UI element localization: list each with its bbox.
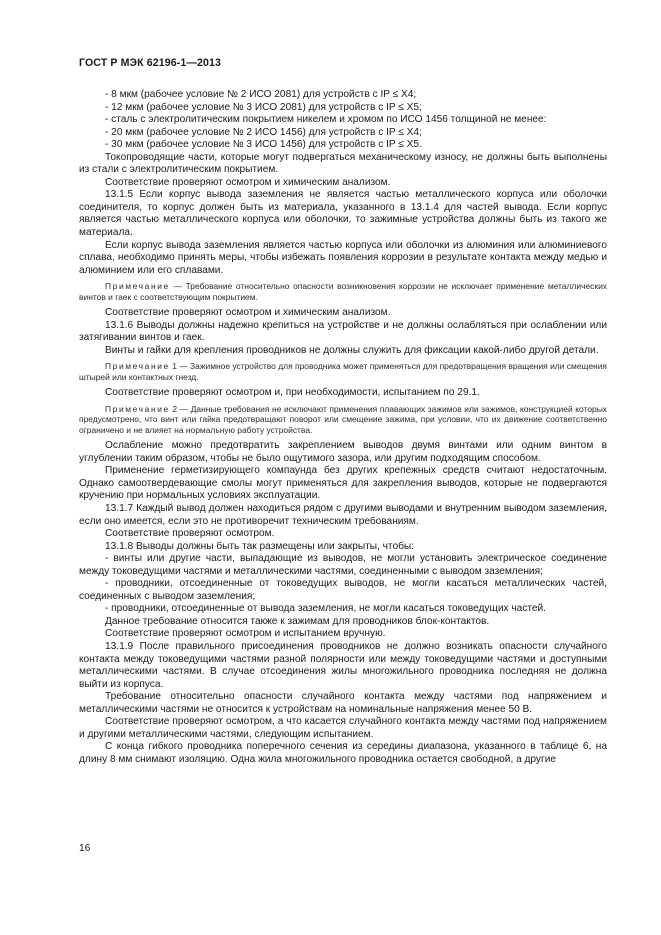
note — [79, 404, 607, 437]
paragraph: - винты или другие части, выпадающие из выводов, не могли установить электрическое соединение между токоведущими частями и металлическими частями, соединенными с выводом заземления; — [79, 553, 607, 577]
standard-header: ГОСТ Р МЭК 62196-1—2013 — [79, 57, 222, 69]
paragraph: 13.1.7 Каждый вывод должен находиться рядом с другими выводами и внутренним выводом заземления, если оно имеется, если это не противоречит техническим требованиям. — [79, 503, 607, 527]
paragraph: Соответствие проверяют осмотром и химическим анализом. — [105, 307, 391, 319]
note-text: 2 — Данные требования не исключают применения плавающих зажимов или зажимов, конструкцией которых предусмотрено, что винт или гайка предотвращают поворот или смещение зажима, при условии, что их движение соответственно ограничено и не влияет на нормальную работу устройства. — [79, 403, 607, 436]
note-text: — Требование относительно опасности возникновения коррозии не исключает применение металлических винтов и гаек с соответствующим покрытием. — [79, 281, 607, 303]
note — [79, 281, 607, 303]
note-text: 1 — Зажимное устройство для проводника может применяться для предотвращения вращения или смещения штырей или контактных гнезд. — [79, 361, 607, 383]
paragraph: 13.1.5 Если корпус вывода заземления не является частью металлического корпуса или оболочки соединителя, то корпус должен быть из материала, указанного в 13.1.4 для частей вывода. Если корпус является частью металлического корпуса или оболочки, то зажимные устройства должны быть из такого же материала. — [79, 189, 607, 239]
paragraph: Данное требование относится также к зажимам для проводников блок-контактов. — [105, 615, 490, 627]
paragraph: - 30 мкм (рабочее условие № 3 ИСО 1456) для устройств с IP ≤ X5. — [105, 139, 422, 151]
paragraph: Соответствие проверяют осмотром и, при необходимости, испытанием по 29.1. — [105, 387, 480, 399]
paragraph: - проводники, отсоединенные от токоведущих выводов, не могли касаться металлических частей, соединенных с выводом заземления; — [79, 578, 607, 602]
paragraph: - 12 мкм (рабочее условие № 3 ИСО 2081) для устройств с IP ≤ X5; — [105, 101, 422, 113]
page-content — [79, 89, 607, 767]
paragraph: Токопроводящие части, которые могут подвергаться механическому износу, не должны быть выполнены из стали с электролитическим покрытием. — [79, 151, 607, 176]
note-label: Примечание — [105, 361, 170, 372]
paragraph: - 20 мкм (рабочее условие № 2 ИСО 1456) для устройств с IP ≤ X4; — [105, 126, 422, 138]
paragraph: Применение герметизирующего компаунда без других крепежных средств считают недостаточным. Однако самоотвердевающие смолы могут применяться для закрепления выводов, которые не подвергаются кручению при нормальных условиях эксплуатации. — [79, 465, 607, 502]
paragraph: Винты и гайки для крепления проводников не должны служить для фиксации какой-либо другой детали. — [105, 344, 599, 356]
paragraph: Ослабление можно предотвратить закреплением выводов двумя винтами или одним винтом в углублении таким образом, чтобы не было ощутимого зазора, или другим подходящим способом. — [79, 440, 607, 464]
note-label: Примечание — [105, 281, 170, 292]
paragraph: Если корпус вывода заземления является частью корпуса или оболочки из алюминия или алюминиевого сплава, необходимо принять меры, чтобы избежать появления коррозии в результате контакта между медью и алюминием или его сплавами. — [79, 239, 607, 276]
paragraph: - 8 мкм (рабочее условие № 2 ИСО 2081) для устройств с IP ≤ X4; — [105, 89, 417, 100]
paragraph: Требование относительно опасности случайного контакта между частями под напряжением и металлическими частями не относится к устройствам на номинальные напряжения менее 50 В. — [79, 691, 607, 715]
paragraph: 13.1.8 Выводы должны быть так размещены или закрыты, чтобы: — [105, 540, 414, 552]
paragraph: Соответствие проверяют осмотром. — [105, 528, 275, 540]
note-label: Примечание — [105, 403, 170, 414]
paragraph: 13.1.9 После правильного присоединения проводников не должно возникать опасности случайного контакта между токоведущими частями разной полярности или между токоведущими частями и доступными металлическими частями. В случае отсоединения жилы многожильного проводника последняя не должна выйти из корпуса. — [79, 641, 607, 690]
paragraph: Соответствие проверяют осмотром и химическим анализом. — [105, 176, 391, 188]
page-number: 16 — [79, 843, 91, 854]
paragraph: - сталь с электролитическим покрытием никелем и хромом по ИСО 1456 толщиной не менее: — [105, 114, 547, 126]
note — [79, 361, 607, 383]
paragraph: 13.1.6 Выводы должны надежно крепиться на устройстве и не должны ослабляться при ослаблении или затягивании винтов и гаек. — [79, 319, 607, 344]
paragraph: - проводники, отсоединенные от вывода заземления, не могли касаться токоведущих частей. — [105, 603, 546, 615]
paragraph: Соответствие проверяют осмотром и испытанием вручную. — [105, 628, 386, 640]
paragraph: Соответствие проверяют осмотром, а что касается случайного контакта между частями под напряжением и другими металлическими частями, следующим испытанием. — [79, 716, 607, 740]
paragraph: С конца гибкого проводника поперечного сечения из середины диапазона, указанного в таблице 6, на длину 8 мм снимают изоляцию. Одна жила многожильного проводника остается свободной, а другие — [79, 741, 607, 765]
